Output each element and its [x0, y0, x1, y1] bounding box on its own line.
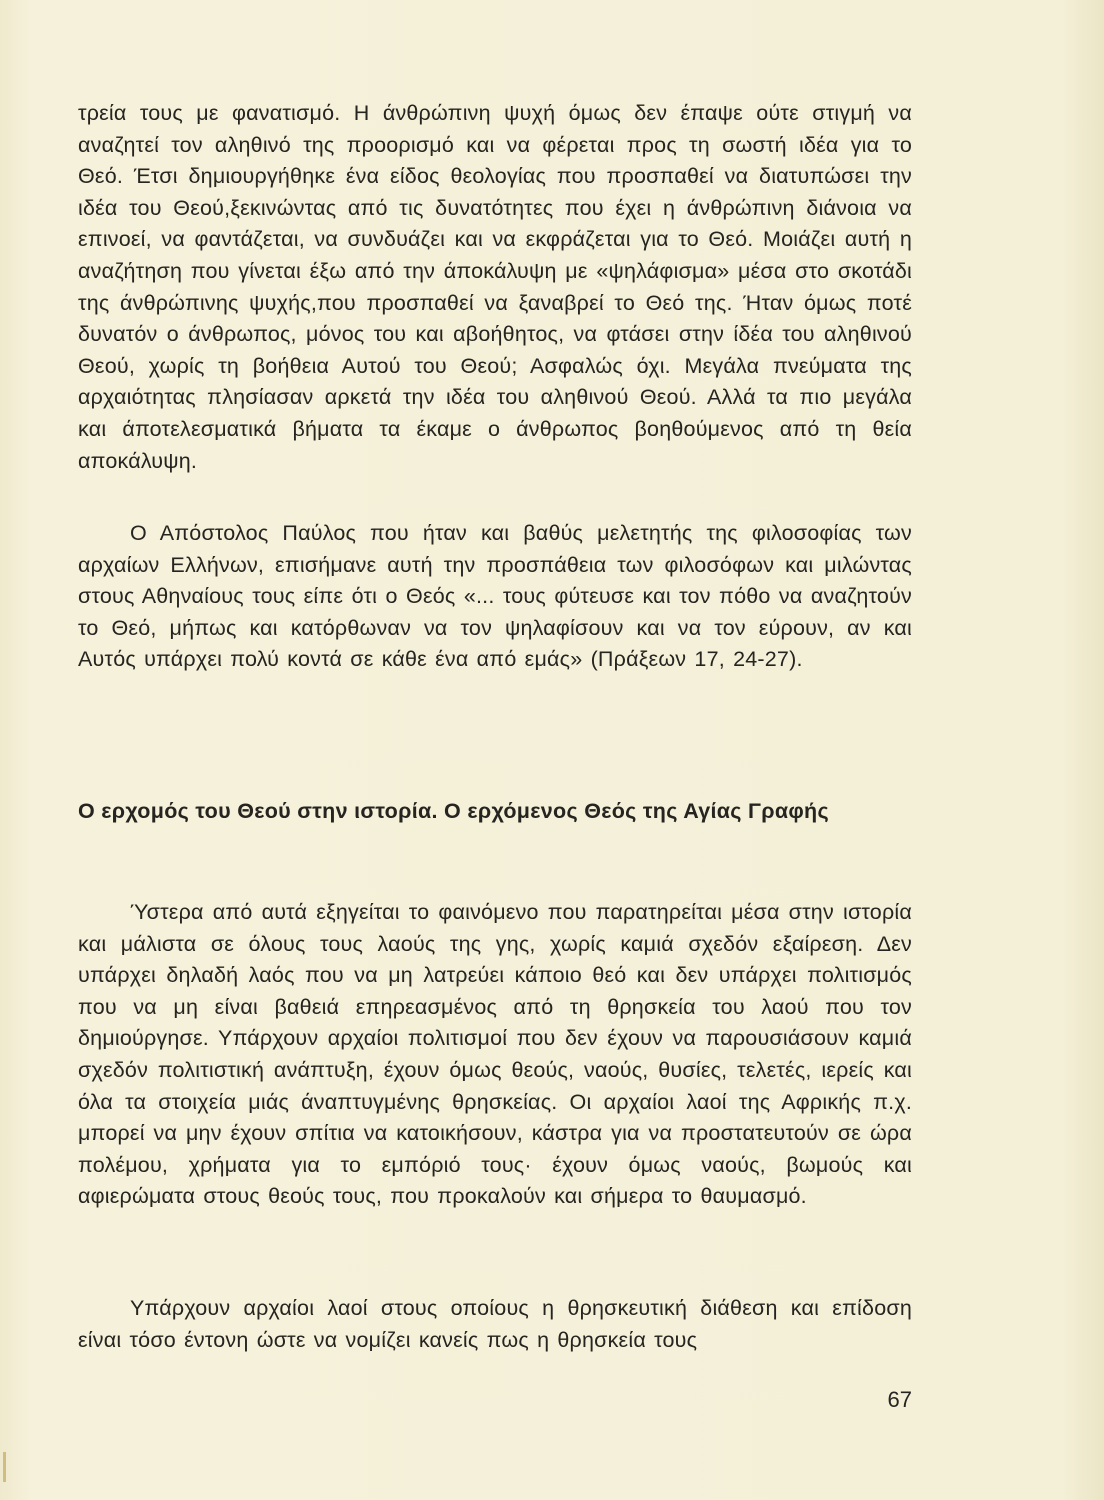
section-heading-container	[78, 796, 912, 826]
section-heading: Ο ερχομός του Θεού στην ιστορία. Ο ερχόμενος Θεός της Αγίας Γραφής	[78, 799, 829, 823]
paragraph-2-container	[78, 518, 912, 676]
paragraph-1-container	[78, 98, 912, 477]
paragraph: Υπάρχουν αρχαίοι λαοί στους οποίους η θρησκευτική διάθεση και επίδοση είναι τόσο έντονη ώστε να νομίζει κανείς πως η θρησκεία τους	[78, 1296, 912, 1352]
paragraph-3-container	[78, 897, 912, 1213]
paper-speck	[3, 1452, 6, 1482]
page-number: 67	[887, 1387, 912, 1412]
paragraph: Ο Απόστολος Παύλος που ήταν και βαθύς μελετητής της φιλοσοφίας των αρχαίων Ελλήνων, επισήμανε αυτή την προσπάθεια των φιλοσόφων και μιλώντας στους Αθηναίους τους είπε ότι ο Θεός «... τους φύτευσε και τον πόθο να αναζητούν το Θεό, μήπως και κατόρθωναν να τον ψηλαφίσουν και να τον εύρουν, αν και Αυτός υπάρχει πολύ κοντά σε κάθε ένα από εμάς» (Πράξεων 17, 24-27).	[78, 521, 912, 672]
paragraph-4-container	[78, 1293, 912, 1356]
paragraph: Ύστερα από αυτά εξηγείται το φαινόμενο που παρατηρείται μέσα στην ιστορία και μάλιστα σε όλους τους λαούς της γης, χωρίς καμιά σχεδόν εξαίρεση. Δεν υπάρχει δηλαδή λαός που να μη λατρεύει κάποιο θεό και δεν υπάρχει πολιτισμός που να μη είναι βαθειά επηρεασμένος από τη θρησκεία του λαού που τον δημιούργησε. Υπάρχουν αρχαίοι πολιτισμοί που δεν έχουν να παρουσιάσουν καμιά σχεδόν πολιτιστική ανάπτυξη, έχουν όμως θεούς, ναούς, θυσίες, τελετές, ιερείς και όλα τα στοιχεία μιάς άναπτυγμένης θρησκείας. Οι αρχαίοι λαοί της Αφρικής π.χ. μπορεί να μην έχουν σπίτια να κατοικήσουν, κάστρα για να προστατευτούν σε ώρα πολέμου, χρήματα για το εμπόριό τους· έχουν όμως ναούς, βωμούς και αφιερώματα στους θεούς τους, που προκαλούν και σήμερα το θαυμασμό.	[78, 900, 912, 1209]
paragraph: τρεία τους με φανατισμό. Η άνθρώπινη ψυχή όμως δεν έπαψε ούτε στιγμή να αναζητεί τον αληθινό της προορισμό και να φέρεται προς τη σωστή ιδέα για το Θεό. Έτσι δημιουργήθηκε ένα είδος θεολογίας που προσπαθεί να διατυπώσει την ιδέα του Θεού,ξεκινώντας από τις δυνατότητες που έχει η άνθρώπινη διάνοια να επινοεί, να φαντάζεται, να συνδυάζει και να εκφράζεται για το Θεό. Μοιάζει αυτή η αναζήτηση που γίνεται έξω από την άποκάλυψη με «ψηλάφισμα» μέσα στο σκοτάδι της άνθρώπινης ψυχής,που προσπαθεί να ξαναβρεί το Θεό της. Ήταν όμως ποτέ δυνατόν ο άνθρωπος, μόνος του και αβοήθητος, να φτάσει στην ίδέα του αληθινού Θεού, χωρίς τη βοήθεια Αυτού του Θεού; Ασφαλώς όχι. Μεγάλα πνεύματα της αρχαιότητας πλησίασαν αρκετά την ιδέα του αληθινού Θεού. Αλλά τα πιο μεγάλα και άποτελεσματικά βήματα τα έκαμε ο άνθρωπος βοηθούμενος από τη θεία αποκάλυψη.	[78, 101, 912, 473]
